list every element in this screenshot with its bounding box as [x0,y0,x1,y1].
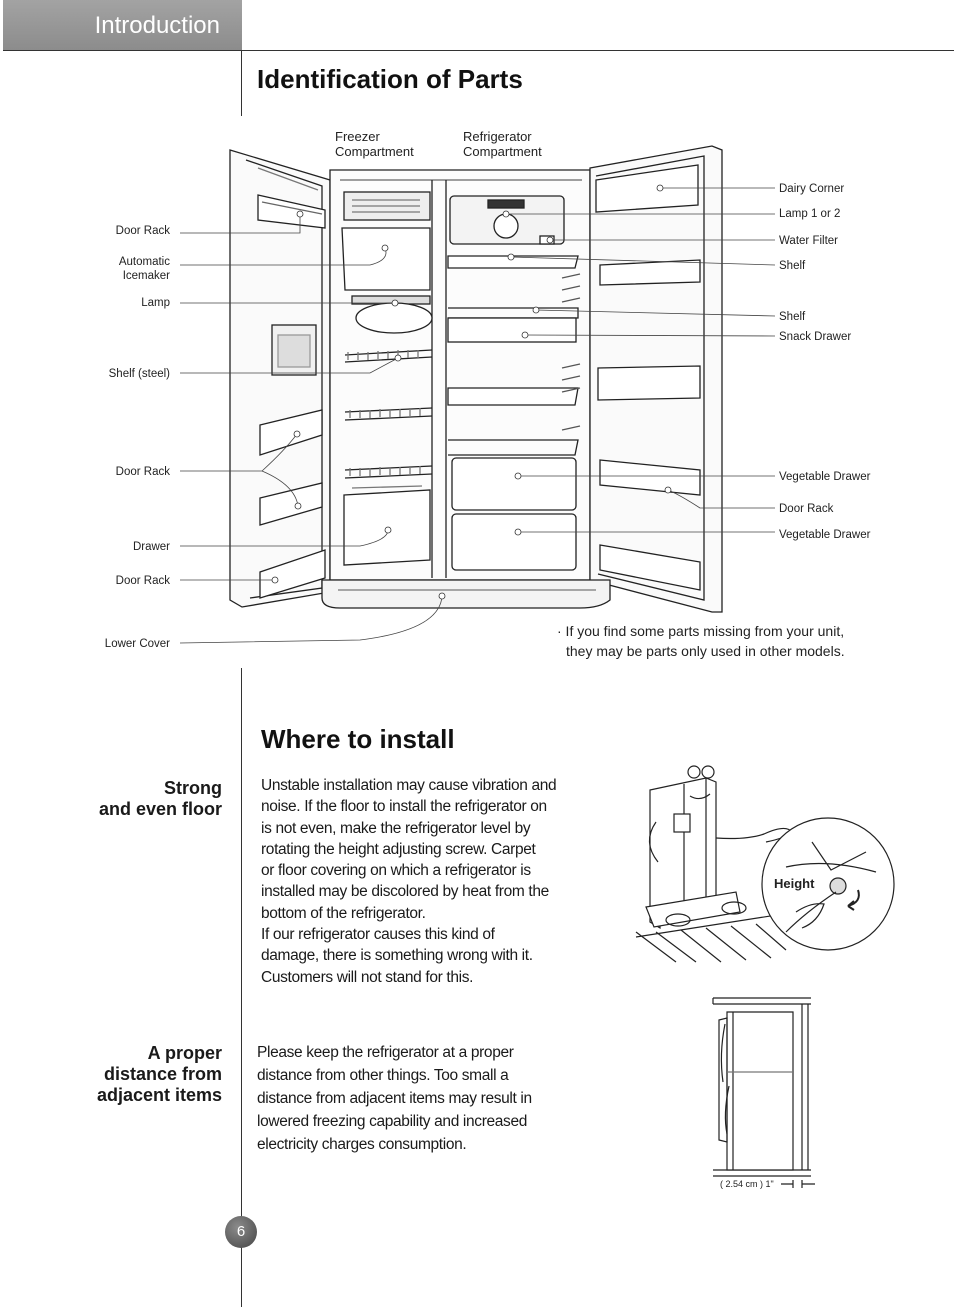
parts-note: · If you find some parts missing from your unit, they may be parts only used in other models. [557,623,845,659]
clearance-illustration [705,994,825,1194]
identification-title: Identification of Parts [257,64,523,94]
label-lamp-left: Lamp [141,297,170,309]
margin-rule-bottom [241,668,242,1307]
page-number: 6 [225,1216,257,1248]
label-water-filter: Water Filter [779,235,838,247]
label-shelf-2: Shelf [779,311,806,323]
install-title: Where to install [261,724,455,754]
label-shelf-1: Shelf [779,260,806,272]
distance-heading: A proper distance from adjacent items [96,1043,222,1105]
label-door-rack-3: Door Rack [115,575,170,587]
label-lamp-right: Lamp 1 or 2 [779,208,841,220]
label-shelf-steel: Shelf (steel) [108,368,170,380]
label-door-rack-right: Door Rack [779,503,834,515]
label-dairy-corner: Dairy Corner [779,183,845,195]
clearance-figure-label: ( 2.54 cm ) 1" [720,1179,774,1189]
distance-body-text: Please keep the refrigerator at a proper distance from other things. Too small a distance from adjacent items may result in lowered freezing capability and increased electricity charges consumption. [257,1044,532,1153]
height-adjust-illustration [636,762,896,962]
floor-heading: Strong and even floor [98,778,222,819]
height-figure-label: Height [774,876,815,891]
label-lower-cover: Lower Cover [104,638,170,650]
label-vegetable-drawer-2: Vegetable Drawer [779,529,871,541]
label-snack-drawer: Snack Drawer [779,331,852,343]
label-automatic-icemaker: Automatic Icemaker [118,256,170,282]
label-drawer: Drawer [132,541,170,553]
floor-body-text: Unstable installation may cause vibration and noise. If the floor to install the refrigerator on is not even, make the refrigerator level by rotating the height adjusting screw. Carpet or floor covering on which a refrigerator is installed may be discolored by heat from the bottom of the refrigerator. If our refrigerator causes this kind of damage, there is something wrong with it. Customers will not stand for this. [261,777,557,986]
label-door-rack-2: Door Rack [115,466,170,478]
section-tab: Introduction [3,0,242,50]
refrigerator-compartment-label: Refrigerator Compartment [463,129,542,159]
freezer-compartment-label: Freezer Compartment [335,129,414,159]
label-vegetable-drawer-1: Vegetable Drawer [779,471,871,483]
label-door-rack-1: Door Rack [115,225,170,237]
